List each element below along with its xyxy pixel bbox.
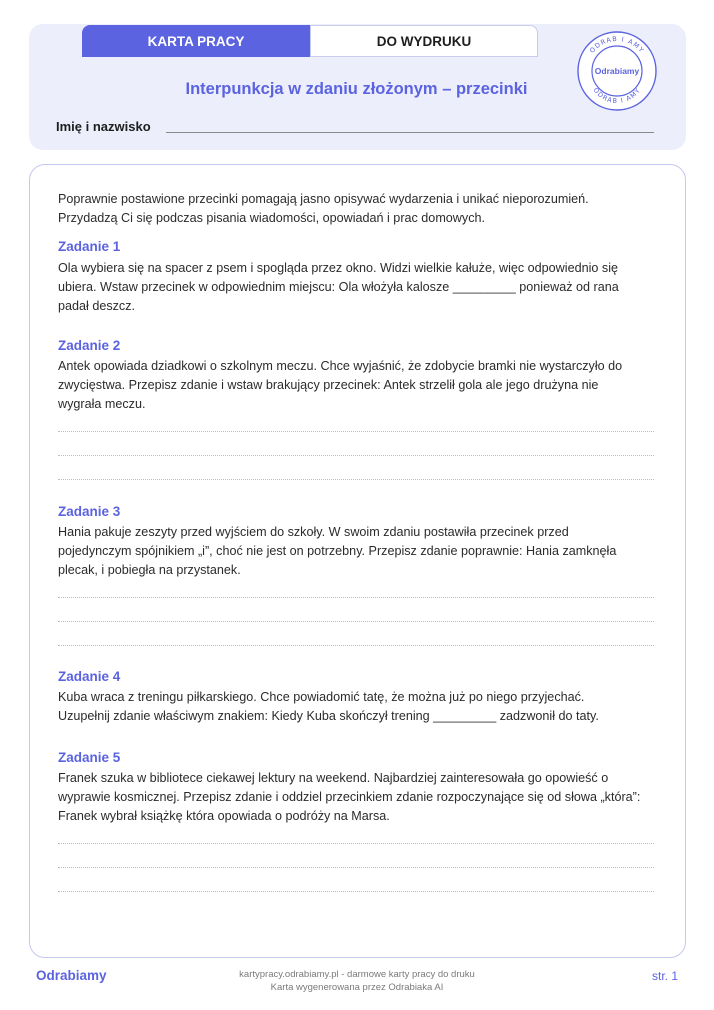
answer-line[interactable] — [58, 479, 654, 480]
intro-line: Przydadzą Ci się podczas pisania wiadomości, opowiadań i prac domowych. — [58, 211, 486, 225]
task-line: plecak, i pobiegła na przystanek. — [58, 563, 241, 577]
task-line: Franek wybrał książkę która opowiada o podróży na Marsa. — [58, 809, 390, 823]
answer-line[interactable] — [58, 843, 654, 844]
task-line: pojedynczym spójnikiem „i”, choć nie jest on potrzebny. Przepisz zdanie poprawnie: Hania zamknęła — [58, 544, 617, 558]
task-3-heading: Zadanie 3 — [58, 504, 121, 519]
task-2-text — [58, 357, 658, 414]
odrabiamy-stamp-logo — [576, 30, 658, 112]
task-line: ubiera. Wstaw przecinek w odpowiednim miejscu: Ola włożyła kalosze _________ ponieważ od rana — [58, 280, 619, 294]
intro-line: Poprawnie postawione przecinki pomagają jasno opisywać wydarzenia i unikać nieporozumień. — [58, 192, 589, 206]
answer-line[interactable] — [58, 431, 654, 432]
answer-line[interactable] — [58, 621, 654, 622]
task-line: wyprawie kosmicznej. Przepisz zdanie i oddziel przecinkiem zdanie rozpoczynające się od słowa „która”: — [58, 790, 641, 804]
task-4-text — [58, 688, 658, 726]
task-2-heading: Zadanie 2 — [58, 338, 121, 353]
name-label: Imię i nazwisko — [56, 119, 151, 134]
answer-line[interactable] — [58, 645, 654, 646]
footer-brand[interactable]: Odrabiamy — [36, 968, 107, 983]
footer-info — [207, 968, 507, 994]
tab-worksheet[interactable]: KARTA PRACY — [82, 25, 310, 57]
tab-print[interactable]: DO WYDRUKU — [310, 25, 538, 57]
task-1-text — [58, 259, 658, 316]
task-4-heading: Zadanie 4 — [58, 669, 121, 684]
page-number: str. 1 — [651, 969, 678, 983]
task-line: Kuba wraca z treningu piłkarskiego. Chce powiadomić tatę, że można już po niego przyjechać. — [58, 690, 585, 704]
task-5-heading: Zadanie 5 — [58, 750, 121, 765]
task-line: Franek szuka w bibliotece ciekawej lektury na weekend. Najbardziej zainteresowała go opowieść o — [58, 771, 609, 785]
task-3-text — [58, 523, 658, 580]
stamp-ring-bottom-text: ODRAB I AMY — [591, 86, 643, 106]
answer-line[interactable] — [58, 867, 654, 868]
task-line: Ola wybiera się na spacer z psem i spogląda przez okno. Widzi wielkie kałuże, więc odpowiednio się — [58, 261, 618, 275]
answer-line[interactable] — [58, 597, 654, 598]
answer-line[interactable] — [58, 891, 654, 892]
stamp-center-text: Odrabiamy — [594, 66, 640, 76]
task-1-heading: Zadanie 1 — [58, 239, 121, 254]
task-5-text — [58, 769, 658, 826]
footer-site-link[interactable]: kartypracy.odrabiamy.pl - darmowe karty pracy do druku — [239, 969, 475, 980]
page-title: Interpunkcja w zdaniu złożonym – przecinki — [185, 80, 528, 98]
footer-generated-note: Karta wygenerowana przez Odrabiaka AI — [270, 982, 444, 993]
task-line: padał deszcz. — [58, 299, 136, 313]
task-line: wygrała meczu. — [58, 397, 146, 411]
task-line: Hania pakuje zeszyty przed wyjściem do szkoły. W swoim zdaniu postawiła przecinek przed — [58, 525, 569, 539]
task-line: Antek opowiada dziadkowi o szkolnym meczu. Chce wyjaśnić, że zdobycie bramki nie wystarczyło do — [58, 359, 623, 373]
answer-line[interactable] — [58, 455, 654, 456]
stamp-ring-top-text: ODRAB I AMY — [588, 34, 646, 55]
task-line: zwycięstwa. Przepisz zdanie i wstaw brakujący przecinek: Antek strzelił gola ale jego drużyna nie — [58, 378, 599, 392]
intro-text — [58, 190, 658, 228]
task-line: Uzupełnij zdanie właściwym znakiem: Kiedy Kuba skończył trening _________ zadzwonił do taty. — [58, 709, 599, 723]
name-input-line[interactable] — [166, 132, 654, 133]
